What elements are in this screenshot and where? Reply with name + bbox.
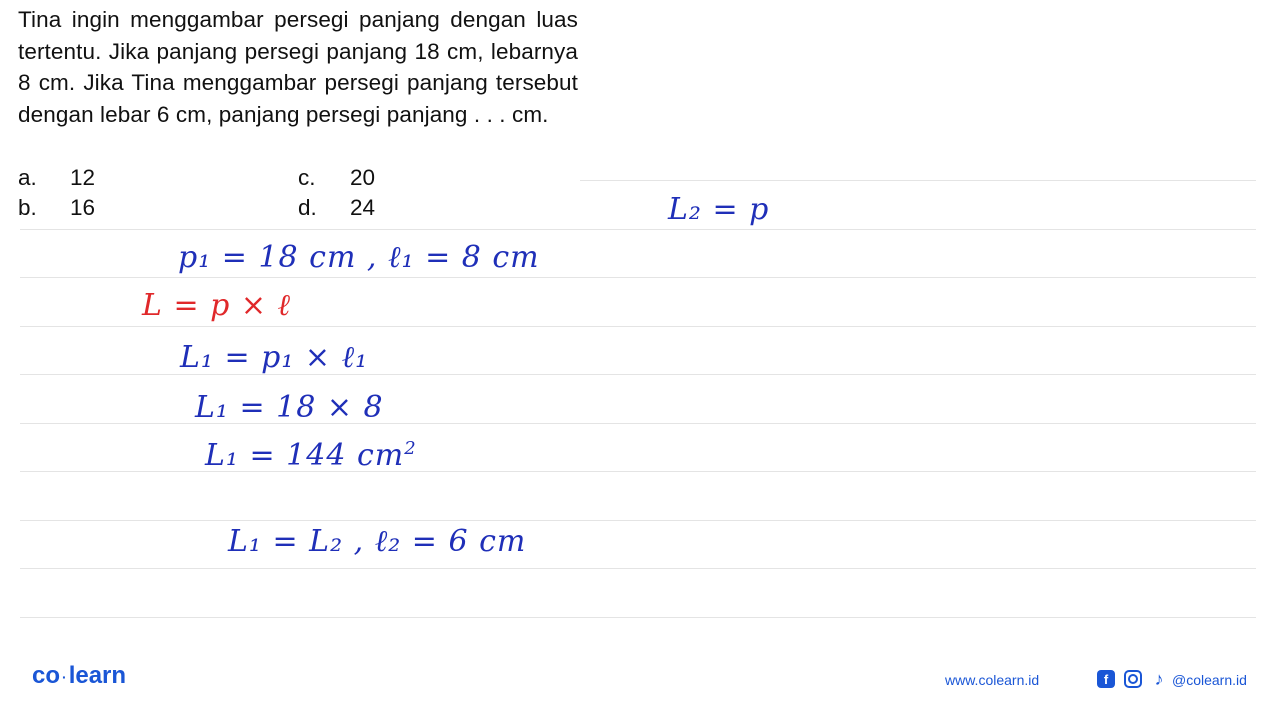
- hw-line-l1-formula: L₁ = p₁ × ℓ₁: [180, 340, 369, 375]
- option-b: [18, 192, 95, 223]
- logo-left: co: [32, 662, 61, 689]
- tiktok-icon[interactable]: ♪: [1154, 668, 1164, 689]
- question-text: Tina ingin menggambar persegi panjang dengan luas tertentu. Jika panjang persegi panjang 18 cm, lebarnya 8 cm. Jika Tina menggambar persegi panjang tersebut dengan lebar 6 cm, panjang persegi panjang . . . cm.: [18, 7, 578, 127]
- ruled-line: [20, 229, 1256, 230]
- ruled-line: [20, 520, 1256, 521]
- option-value: 20: [350, 165, 376, 190]
- colearn-logo: [32, 662, 126, 690]
- social-handle[interactable]: @colearn.id: [1172, 672, 1247, 688]
- hw-result-exponent: 2: [404, 438, 417, 459]
- option-letter: b.: [18, 195, 37, 220]
- instagram-icon[interactable]: [1124, 670, 1142, 688]
- option-a: [18, 162, 95, 193]
- hw-line-l1-sub: L₁ = 18 × 8: [195, 390, 384, 425]
- hw-line-equal-area: L₁ = L₂ , ℓ₂ = 6 cm: [228, 524, 527, 559]
- ruled-line: [20, 617, 1256, 618]
- website-link[interactable]: www.colearn.id: [945, 672, 1040, 688]
- facebook-icon[interactable]: f: [1097, 670, 1115, 688]
- hw-side-note: L₂ = p: [668, 192, 770, 227]
- hw-line-given: p₁ = 18 cm , ℓ₁ = 8 cm: [178, 240, 540, 275]
- option-letter: d.: [298, 195, 317, 220]
- hw-line-l1-result: [205, 438, 417, 473]
- option-value: 16: [70, 195, 96, 220]
- ruled-line: [580, 180, 1256, 181]
- logo-dot: ·: [62, 668, 67, 685]
- option-d: [298, 192, 375, 223]
- ruled-line: [20, 277, 1256, 278]
- ruled-line: [20, 326, 1256, 327]
- option-letter: c.: [298, 165, 316, 190]
- ruled-line: [20, 568, 1256, 569]
- option-c: [298, 162, 375, 193]
- logo-right: learn: [68, 662, 127, 689]
- hw-line-formula: L = p × ℓ: [142, 288, 292, 323]
- hw-result-text: L₁ = 144 cm: [205, 438, 405, 473]
- option-value: 12: [70, 165, 96, 190]
- option-value: 24: [350, 195, 376, 220]
- option-letter: a.: [18, 165, 37, 190]
